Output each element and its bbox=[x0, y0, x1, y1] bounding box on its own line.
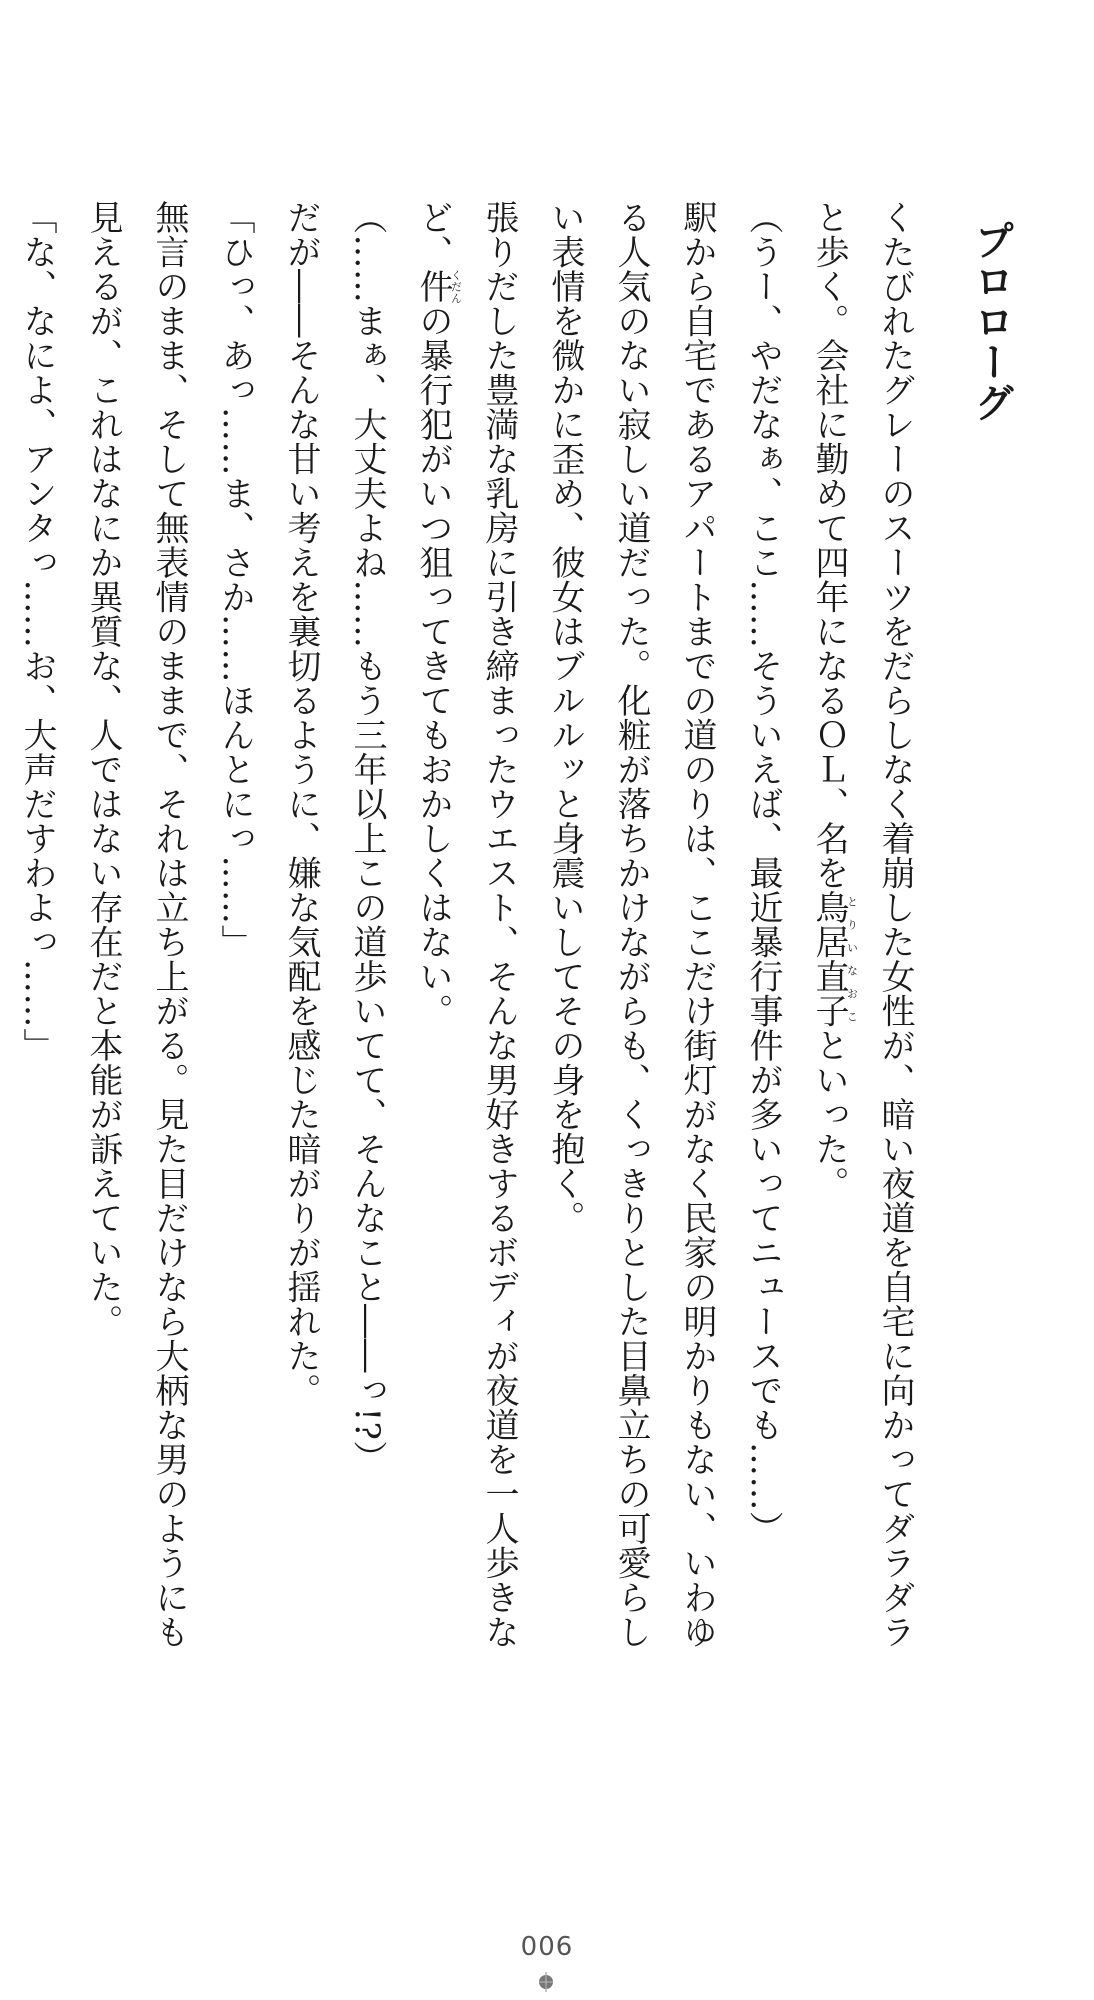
paragraph bbox=[0, 200, 4, 1650]
ruby-base: 件 bbox=[413, 269, 453, 304]
paragraph-text: の暴行犯がいつ狙ってきてもおかしくはない。 bbox=[413, 303, 453, 1028]
paragraph-text: だが――そんな甘い考えを裏切るように、嫌な気配を感じた暗がりが揺れた。 bbox=[281, 200, 321, 1408]
paragraph bbox=[730, 200, 796, 1650]
paragraph bbox=[400, 200, 532, 1650]
page-ornament-icon bbox=[536, 1972, 556, 1992]
ruby-annotation bbox=[809, 890, 859, 1028]
paragraph-text: 「な、なによ、アンタっ……お、大声だすわよっ……」 bbox=[17, 200, 57, 1063]
paragraph-text: 無言のまま、そして無表情のままで、それは立ち上がる。見た目だけなら大柄な男のようにも見えるが、これはなにか異質な、人ではない存在だと本能が訴えていた。 bbox=[83, 200, 189, 1649]
paragraph-text: （……まぁ、大丈夫よね……もう三年以上この道歩いてて、そんなこと――っ!?） bbox=[347, 200, 387, 1475]
page-number: 006 bbox=[520, 1932, 574, 1962]
ruby-base: 鳥居直子 bbox=[809, 890, 849, 1028]
paragraph bbox=[4, 200, 70, 1650]
paragraph-text: くたびれたグレーのスーツをだらしなく着崩した女性が、暗い夜道を自宅に向かってダラダラと歩く。会社に勤めて四年になるＯＬ、名を bbox=[809, 200, 915, 1649]
paragraph bbox=[70, 200, 202, 1650]
ruby-reading: とりいなおこ bbox=[845, 890, 859, 1028]
paragraph bbox=[334, 200, 400, 1650]
paragraph-text: （うー、やだなぁ、ここ……そういえば、最近暴行事件が多いってニュースでも……） bbox=[743, 200, 783, 1546]
paragraph-text: 張りだした豊満な乳房に引き締まったウエスト、そんな男好きするボディが夜道を一人歩きなど、 bbox=[413, 200, 519, 1649]
paragraph-text: といった。 bbox=[809, 1028, 849, 1201]
paragraph bbox=[202, 200, 268, 1650]
ruby-annotation bbox=[413, 269, 463, 304]
ruby-reading: くだん bbox=[449, 269, 463, 304]
paragraph-text: 「ひっ、あっ……ま、さか……ほんとにっ……」 bbox=[215, 200, 255, 959]
paragraph-text: 駅から自宅であるアパートまでの道のりは、ここだけ街灯がなく民家の明かりもない、いわゆる人気のない寂しい道だった。化粧が落ちかけながらも、くっきりとした目鼻立ちの可愛らしい表情を微かに歪め、彼女はブルルッと身震いしてその身を抱く。 bbox=[545, 200, 717, 1649]
vertical-text-body bbox=[17, 200, 1024, 1650]
paragraph bbox=[532, 200, 730, 1650]
paragraph bbox=[268, 200, 334, 1650]
chapter-heading: プロローグ bbox=[968, 220, 1014, 423]
paragraph bbox=[796, 200, 928, 1650]
